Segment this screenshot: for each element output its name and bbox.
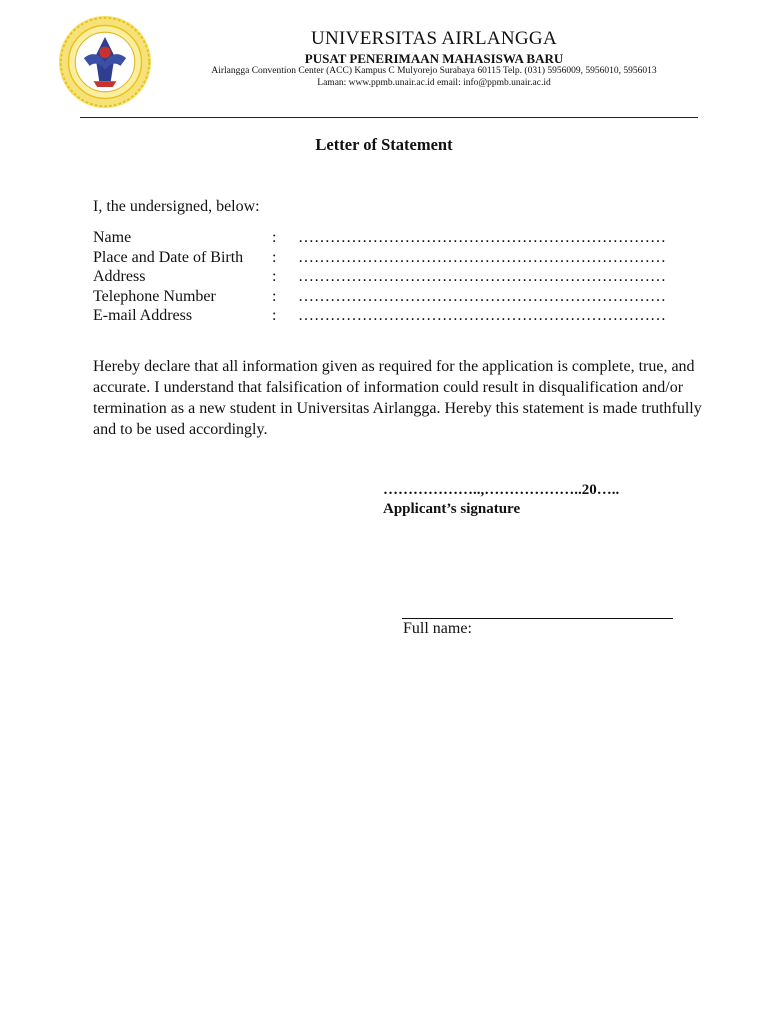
field-row-telephone bbox=[93, 287, 723, 307]
unit-name: PUSAT PENERIMAAN MAHASISWA BARU bbox=[304, 51, 564, 66]
field-blank: …………………………………………………………… bbox=[298, 248, 666, 266]
field-row-address bbox=[93, 267, 723, 287]
full-name-label: Full name: bbox=[403, 620, 472, 637]
university-name: UNIVERSITAS AIRLANGGA bbox=[311, 28, 557, 49]
contact-address: Airlangga Convention Center (ACC) Kampus C Mulyorejo Surabaya 60115 Telp. (031) 5956009, 5956010, 5956013 bbox=[211, 66, 657, 76]
field-colon: : bbox=[272, 229, 277, 246]
field-row-email bbox=[93, 306, 723, 326]
university-seal-icon bbox=[57, 14, 153, 110]
field-label: Telephone Number bbox=[93, 287, 216, 305]
intro-text: I, the undersigned, below: bbox=[93, 198, 260, 215]
field-blank: …………………………………………………………… bbox=[298, 229, 666, 246]
field-colon: : bbox=[272, 268, 277, 286]
field-blank: …………………………………………………………… bbox=[298, 268, 666, 286]
letterhead bbox=[0, 0, 768, 120]
field-blank: …………………………………………………………… bbox=[298, 287, 666, 305]
document-title: Letter of Statement bbox=[315, 135, 453, 154]
field-label: Name bbox=[93, 229, 132, 246]
place-date-line: ………………..,………………..20….. bbox=[383, 482, 620, 498]
declaration-paragraph: Hereby declare that all information given as required for the application is complete, true, and accurate. I understand that falsification of information could result in disqualification and/or termination as a new student in Universitas Airlangga. Hereby this statement is made truthfully and to be used accordingly. bbox=[93, 358, 702, 438]
signature-line bbox=[402, 618, 673, 619]
field-label: E-mail Address bbox=[93, 307, 193, 325]
field-label: Place and Date of Birth bbox=[93, 248, 244, 266]
field-colon: : bbox=[272, 248, 277, 266]
field-colon: : bbox=[272, 307, 277, 325]
contact-web: Laman: www.ppmb.unair.ac.id email: info@ppmb.unair.ac.id bbox=[317, 78, 551, 88]
field-row-birth bbox=[93, 248, 723, 268]
applicant-fields bbox=[93, 228, 723, 326]
field-blank: …………………………………………………………… bbox=[298, 307, 666, 325]
signature-label: Applicant’s signature bbox=[383, 501, 521, 517]
header-divider bbox=[80, 117, 698, 118]
field-row-name bbox=[93, 228, 723, 248]
field-label: Address bbox=[93, 268, 146, 286]
field-colon: : bbox=[272, 287, 277, 305]
